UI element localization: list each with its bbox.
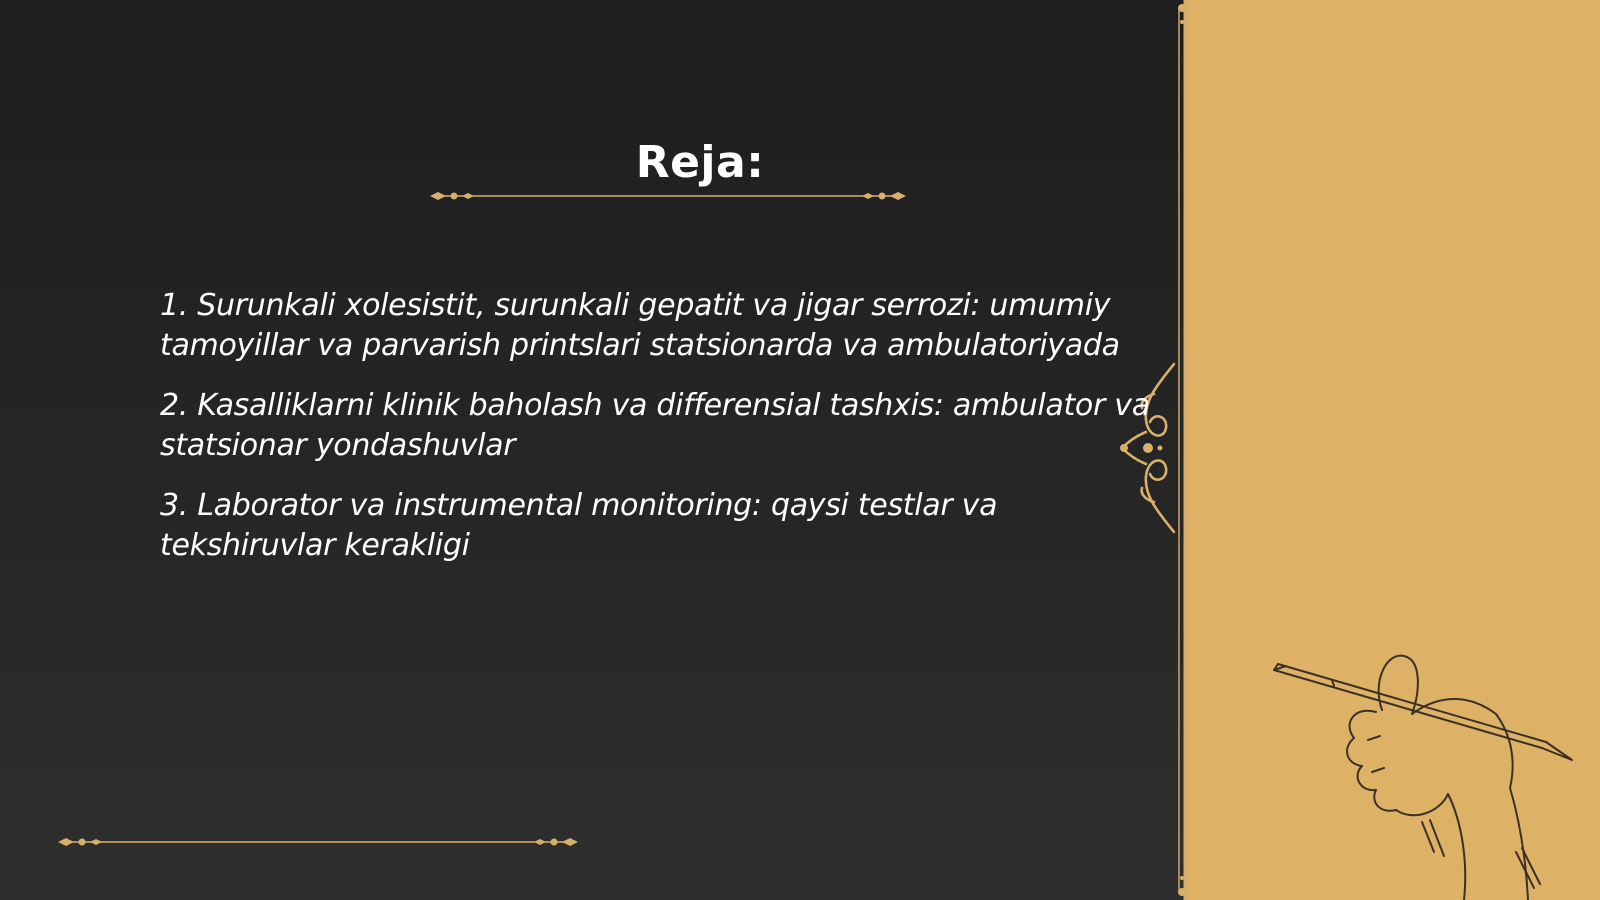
slide-title: Reja:	[635, 137, 765, 188]
agenda-list	[160, 286, 1170, 586]
hand-with-pencil-icon	[1272, 652, 1600, 900]
title-ornamental-rule	[428, 188, 908, 204]
agenda-item-3: 3. Laborator va instrumental monitoring: qaysi testlar va tekshiruvlar kerakligi	[160, 488, 998, 563]
agenda-item-2: 2. Kasalliklarni klinik baholash va differensial tashxis: ambulator va statsionar yondashuvlar	[160, 388, 1150, 463]
agenda-item-1: 1. Surunkali xolesistit, surunkali gepatit va jigar serrozi: umumiy tamoyillar va parvarish printslari statsionarda va ambulatoriyada	[160, 288, 1120, 363]
bottom-ornamental-rule	[56, 834, 580, 850]
